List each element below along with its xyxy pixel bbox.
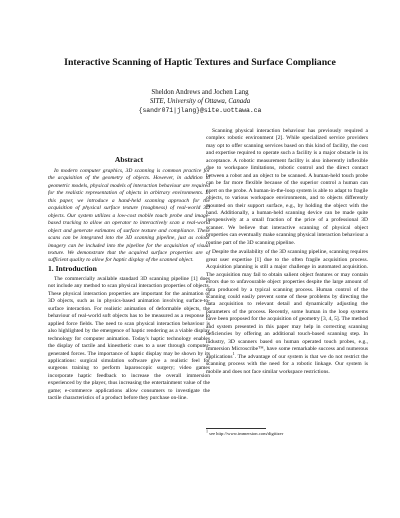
author-affiliation: SITE, University of Ottawa, Canada (149, 98, 251, 105)
right-column-body (206, 128, 368, 376)
footnote (206, 428, 368, 437)
abstract-text: In modern computer graphics, 3D scanning is common practice for the acquisition of the geometry of objects. However, in addition to geometric models, physical models of interaction behaviour are required for the realistic representation of objects in arbitrary environments. In this paper, we introduce a hand-held scanning approach for the acquisition of physical surface texture (roughness) of real-world 3D objects. Our system utilizes a low-cost mobile touch probe and image-based tracking to allow an operator to interactively scan a real-world object and generate estimates of surface texture and compliance. These scans can be integrated into the 3D scanning pipeline, just as colour imagery can be included into the pipeline for the acquisition of visual texture. We demonstrate that the acquired surface properties are of sufficient quality to allow for haptic display of the scanned object. (48, 168, 210, 264)
author-names: Sheldon Andrews and Jochen Lang (151, 89, 249, 96)
paper-title: Interactive Scanning of Haptic Textures and Surface Compliance (64, 57, 336, 68)
abstract-heading: Abstract (114, 155, 144, 164)
footnote-divider (206, 428, 266, 429)
footnote-number: 1 (206, 428, 208, 434)
body-paragraph (206, 249, 368, 376)
introduction-heading: 1. Introduction (48, 264, 97, 273)
author-email: {sandr071|jlang}@site.uottawa.ca (138, 107, 262, 114)
body-text: . The advantage of our system is that we do not restrict the scanning process with the need for a robotic linkage. Our system is mobile and does not face similar workspace restrictions. (206, 353, 368, 375)
body-text: Despite the availability of the 3D scanning pipeline, scanning requires great user expertise [1] due to the often fragile acquisition process. Acquisition planning is still a major challenge in automated acquisition. The acquisition may fail to obtain salient object features or may contain errors due to unfavourable object properties despite the large amount of data produced by a typical scanning process. Human control of the scanning could easily prevent some of these problems by directing the data acquisition to relevant detail and dynamically adjusting the parameters of the process. Recently, some human in the loop systems have been proposed for the acquisition of geometry [3, 4, 5]. The method and system presented in this paper may help in correcting scanning deficiencies by offering an additional touch-based scanning step. In industry, 3D scanners based on human operated touch probes, e.g., Immersion Microscribe™, have some remarkable success and numerous applications (206, 249, 368, 360)
introduction-body (48, 276, 210, 403)
author-block (0, 88, 400, 115)
body-paragraph: Scanning physical interaction behaviour has previously required a complex robotic environment [2]. While specialized service providers may opt to offer scanning services based on this kind of facility, the cost and expertise required to operate such a facility is a major obstacle in its acceptance. A robotic measurement facility is also inherently inflexible due to workspace limitations, robotic control and the direct contact between a robot and an object to be scanned. A human-held touch probe can be far more flexible because of the superior control a human can exert on the probe. A human-in-the-loop system is able to adapt to fragile objects, to various workspace environments, and to objects differently mounted on their support surface, e.g., by holding the object with the hand. Additionally, a human-held scanning device can be made quite inexpensively at a small fraction of the price of a professional 3D scanner. We believe that interactive scanning of physical object properties can eventually make scanning physical interaction behaviour a routine part of the 3D scanning pipeline. (206, 128, 368, 246)
introduction-paragraph: The commercially available standard 3D scanning pipeline [1] does not include any method to scan physical interaction properties of objects. These physical interaction properties are important for the animation of 3D objects, such as in physics-based animation involving surface-to-surface interaction. For realistic animation of deformable objects, the behaviour of real-world soft objects has to be measured as a response to applied force fields. The need to scan physical interaction behaviour is also highlighted by the emergence of haptic rendering as a viable display technology for computer animation. Today's haptic technology enables the display of tactile and kinesthetic cues to a user through computer-generated forces. The importance of haptic display may be shown by its applications: surgical simulation software give a realistic feel for surgeons training to perform laparoscopic surgery; video games incorporate haptic feedback to increase the overall immersion experienced by the player, thus increasing the entertainment value of the game; e-commerce applications allow consumers to investigate the tactile characteristics of a product before they purchase on-line. (48, 276, 210, 402)
footnote-text: see http://www.immersion.com/digitizer (209, 431, 284, 436)
footnote-marker: 1 (232, 350, 235, 356)
